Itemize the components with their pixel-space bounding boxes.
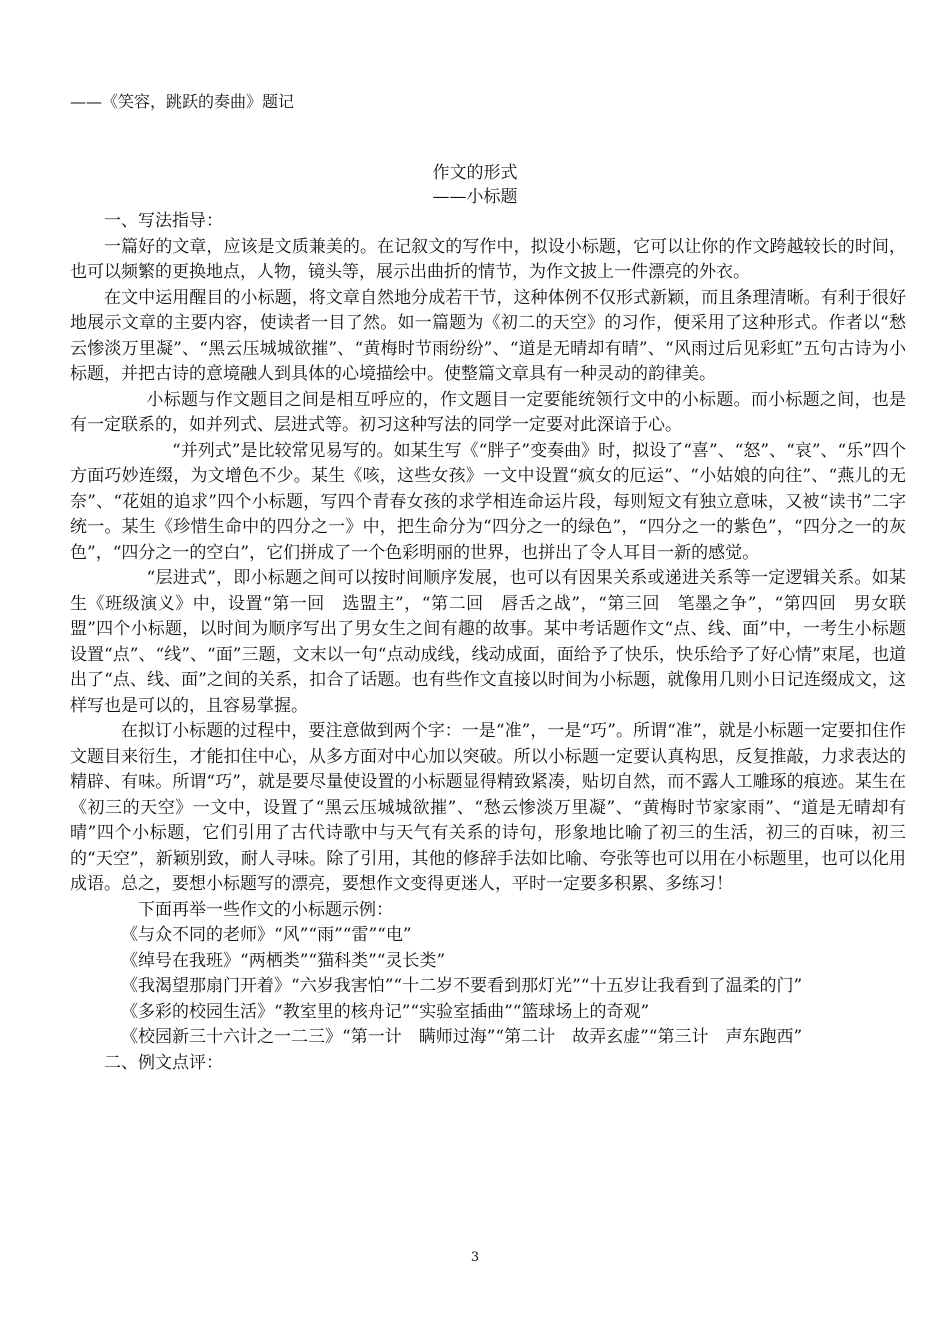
page-number: 3 — [470, 1250, 480, 1265]
epigraph-note: ——《笑容，跳跃的奏曲》题记 — [70, 92, 295, 111]
example-item: 《绰号在我班》“两栖类”“猫科类”“灵长类” — [121, 950, 446, 971]
example-item: 《我渴望那扇门开着》“六岁我害怕”“十二岁不要看到那灯光”“十五岁让我看到了温柔的门” — [121, 976, 803, 996]
example-item: 《与众不同的老师》“风”“雨”“雷”“电” — [121, 925, 412, 945]
example-item: 《校园新三十六计之一二三》“第一计 瞒师过海”“第二计 故弄玄虚”“第三计 声东跑西” — [121, 1027, 803, 1047]
paragraph: 在拟订小标题的过程中，要注意做到两个字：一是“准”，一是“巧”。所谓“准”，就是小标题一定要扣住作文题目来衍生，才能扣住中心，从多方面对中心加以突破。所以小标题一定要认真构思，反复推敲，力求表达的精辟、有味。所谓“巧”，就是要尽量使设置的小标题显得精致紧凑，贴切自然，而不露人工雕琢的痕迹。某生在《初三的天空》一文中，设置了“黑云压城城欲摧”、“愁云惨淡万里凝”、“黄梅时节家家雨”、“道是无晴却有晴”四个小标题，它们引用了古代诗歌中与天气有关系的诗句，形象地比喻了初三的生活，初三的百味，初三的“天空”，新颖别致，耐人寻味。除了引用，其他的修辞手法如比喻、夸张等也可以用在小标题里，也可以化用成语。总之，要想小标题写的漂亮，要想作文变得更迷人，平时一定要多积累、多练习！ — [70, 721, 906, 894]
article-body — [70, 209, 906, 1076]
section-heading-examples: 二、例文点评： — [104, 1052, 223, 1073]
paragraph: 在文中运用醒目的小标题，将文章自然地分成若干节，这种体例不仅形式新颖，而且条理清晰。有利于很好地展示文章的主要内容，使读者一目了然。如一篇题为《初二的天空》的习作，便采用了这种形式。作者以“愁云惨淡万里凝”、“黑云压城城欲摧”、“黄梅时节雨纷纷”、“道是无晴却有晴”、“风雨过后见彩虹”五句古诗为小标题，并把古诗的意境融人到具体的心境描绘中。使整篇文章具有一种灵动的韵律美。 — [70, 287, 906, 384]
page-subtitle: ——小标题 — [432, 187, 518, 207]
paragraph: 小标题与作文题目之间是相互呼应的，作文题目一定要能统领行文中的小标题。而小标题之间，也是有一定联系的，如并列式、层进式等。初习这种写法的同学一定要对此深谙于心。 — [70, 389, 906, 435]
page-title: 作文的形式 — [432, 163, 518, 183]
paragraph: 一篇好的文章，应该是文质兼美的。在记叙文的写作中，拟设小标题，它可以让你的作文跨越较长的时间，也可以频繁的更换地点，人物，镜头等，展示出曲折的情节，为作文披上一件漂亮的外衣。 — [70, 236, 906, 282]
example-item: 《多彩的校园生活》“教室里的核舟记”“实验室插曲”“篮球场上的奇观” — [121, 1001, 650, 1022]
paragraph: “并列式”是比较常见易写的。如某生写《“胖子”变奏曲》时，拟设了“喜”、“怒”、“哀”、“乐”四个方面巧妙连缀，为文增色不少。某生《咳，这些女孩》一文中设置“疯女的厄运”、“小姑娘的向往”、“燕儿的无奈”、“花姐的追求”四个小标题，写四个青春女孩的求学相连命运片段，每则短文有独立意味，又被“读书”二字统一。某生《珍惜生命中的四分之一》中，把生命分为“四分之一的绿色”，“四分之一的紫色”，“四分之一的灰色”，“四分之一的空白”，它们拼成了一个色彩明丽的世界，也拼出了令人耳目一新的感觉。 — [70, 440, 906, 563]
examples-intro: 下面再举一些作文的小标题示例： — [138, 899, 393, 920]
section-heading-guidance: 一、写法指导： — [104, 211, 223, 231]
paragraph: “层进式”，即小标题之间可以按时间顺序发展，也可以有因果关系或递进关系等一定逻辑关系。如某生《班级演义》中，设置“第一回 选盟主”，“第二回 唇舌之战”，“第三回 笔墨之争”，“第四回 男女联盟”四个小标题，以时间为顺序写出了男女生之间有趣的故事。某中考话题作文“点、线、面”中，一考生小标题设置“点”、“线”、“面”三题，文末以一句“点动成线，线动成面，面给予了快乐，快乐给予了好心情”束尾，也道出了“点、线、面”之间的关系，扣合了话题。也有些作文直接以时间为小标题，就像用几则小日记连缀成文，这样写也是可以的，且容易掌握。 — [70, 568, 906, 716]
